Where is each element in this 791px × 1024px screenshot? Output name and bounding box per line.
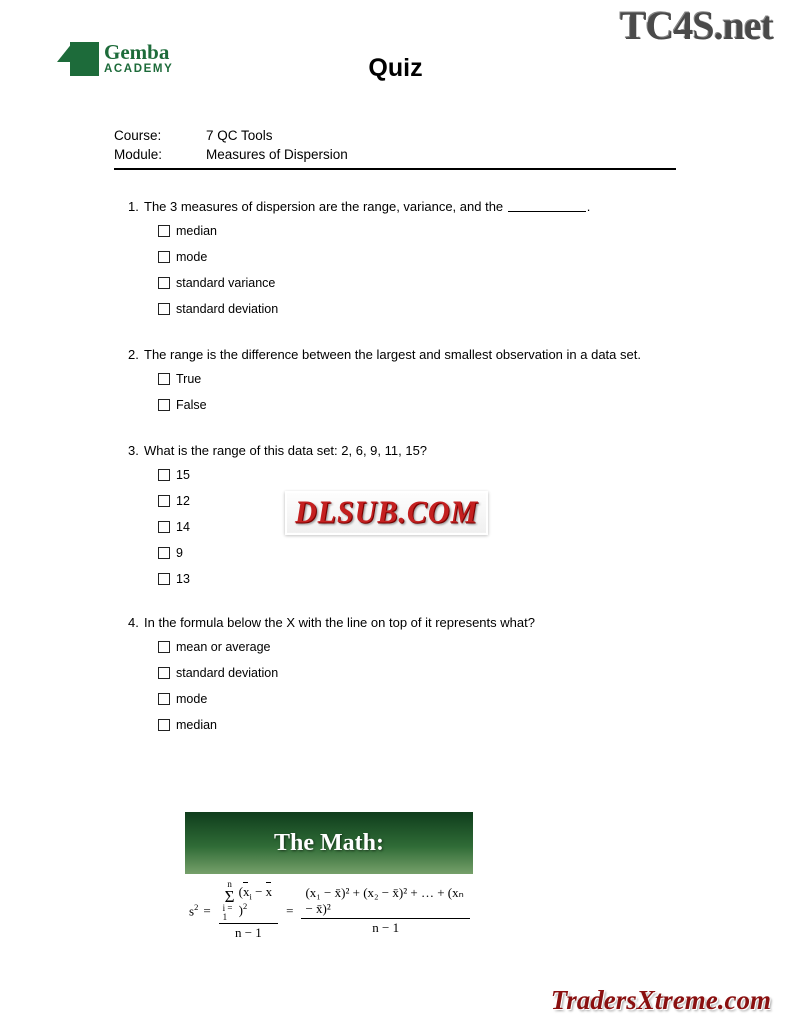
expanded-fraction	[301, 885, 470, 936]
question-2	[114, 346, 714, 412]
option-label: 14	[176, 520, 190, 534]
option-row[interactable]	[158, 302, 714, 316]
option-label: 9	[176, 546, 183, 560]
option-label: standard deviation	[176, 302, 279, 316]
equals-sign-2: =	[286, 902, 294, 918]
checkbox-icon[interactable]	[158, 547, 170, 559]
variance-formula	[185, 874, 473, 942]
option-label: mode	[176, 692, 208, 706]
option-label: median	[176, 224, 217, 238]
formula-variable: $s^2$	[189, 901, 199, 919]
module-label: Module:	[114, 147, 163, 162]
question-4-text: In the formula below the X with the line on top of it represents what?	[144, 615, 535, 630]
question-3-text: What is the range of this data set: 2, 6, 9, 11, 15?	[144, 443, 428, 458]
question-1-text-before: The 3 measures of dispersion are the range, variance, and the	[144, 199, 507, 214]
option-label: median	[176, 718, 217, 732]
option-label: mean or average	[176, 640, 271, 654]
option-label: standard variance	[176, 276, 276, 290]
question-4-options	[114, 640, 714, 732]
question-1-text	[144, 198, 714, 215]
checkbox-icon[interactable]	[158, 399, 170, 411]
checkbox-icon[interactable]	[158, 641, 170, 653]
course-value: 7 QC Tools	[206, 128, 273, 143]
logo-primary-text: Gemba	[104, 40, 170, 64]
checkbox-icon[interactable]	[158, 277, 170, 289]
question-1-number: 1.	[128, 199, 139, 214]
option-row[interactable]	[158, 666, 714, 680]
checkbox-icon[interactable]	[158, 667, 170, 679]
option-row[interactable]	[158, 640, 714, 654]
option-label: 13	[176, 572, 190, 586]
option-label: 15	[176, 468, 190, 482]
option-label: standard deviation	[176, 666, 279, 680]
checkbox-icon[interactable]	[158, 693, 170, 705]
option-row[interactable]	[158, 250, 714, 264]
sigma-fraction	[219, 880, 278, 941]
math-figure	[185, 812, 473, 942]
sigma-denominator: n − 1	[234, 925, 262, 940]
watermark-bottom-right: TradersXtreme.com	[550, 985, 771, 1015]
checkbox-icon[interactable]	[158, 573, 170, 585]
quiz-meta-block	[114, 126, 676, 170]
summation-icon: n Σ i = 1	[222, 879, 235, 922]
question-1	[114, 198, 714, 316]
option-row[interactable]	[158, 276, 714, 290]
module-row	[114, 145, 676, 164]
expanded-numerator: (x₁ − x̄)² + (x₂ − x̄)² + … + (xₙ − x̄)²	[301, 885, 470, 919]
checkbox-icon[interactable]	[158, 521, 170, 533]
checkbox-icon[interactable]	[158, 373, 170, 385]
option-row[interactable]	[158, 692, 714, 706]
questions-list	[114, 198, 714, 744]
question-1-text-after: .	[586, 199, 591, 214]
question-4	[114, 614, 714, 732]
option-row[interactable]	[158, 468, 714, 482]
checkbox-icon[interactable]	[158, 303, 170, 315]
question-3-number: 3.	[128, 443, 139, 458]
option-row[interactable]	[158, 398, 714, 412]
option-row[interactable]	[158, 546, 714, 560]
fill-in-blank[interactable]	[508, 200, 586, 212]
option-label: True	[176, 372, 202, 386]
checkbox-icon[interactable]	[158, 251, 170, 263]
watermark-center: DLSUB.COM	[285, 491, 488, 535]
option-row[interactable]	[158, 572, 714, 586]
option-row[interactable]	[158, 224, 714, 238]
expanded-denominator: n − 1	[372, 920, 400, 935]
option-row[interactable]	[158, 372, 714, 386]
question-2-options	[114, 372, 714, 412]
option-row[interactable]	[158, 718, 714, 732]
option-label: 12	[176, 494, 190, 508]
sigma-term: $(x_i - x)^2$	[238, 883, 273, 918]
question-2-number: 2.	[128, 347, 139, 362]
equals-sign: =	[203, 902, 211, 918]
question-4-number: 4.	[128, 615, 139, 630]
module-value: Measures of Dispersion	[206, 147, 348, 162]
page-title: Quiz	[368, 54, 423, 82]
logo-secondary-text: ACADEMY	[104, 63, 174, 75]
option-label: mode	[176, 250, 208, 264]
question-2-text: The range is the difference between the largest and smallest observation in a data set.	[144, 347, 641, 362]
option-label: False	[176, 398, 207, 412]
checkbox-icon[interactable]	[158, 469, 170, 481]
math-banner	[185, 812, 473, 874]
course-row	[114, 126, 676, 145]
watermark-top-right: TC4S.net	[619, 3, 773, 48]
course-label: Course:	[114, 128, 162, 143]
math-banner-title: The Math:	[274, 829, 384, 856]
checkbox-icon[interactable]	[158, 225, 170, 237]
question-1-options	[114, 224, 714, 316]
checkbox-icon[interactable]	[158, 719, 170, 731]
checkbox-icon[interactable]	[158, 495, 170, 507]
